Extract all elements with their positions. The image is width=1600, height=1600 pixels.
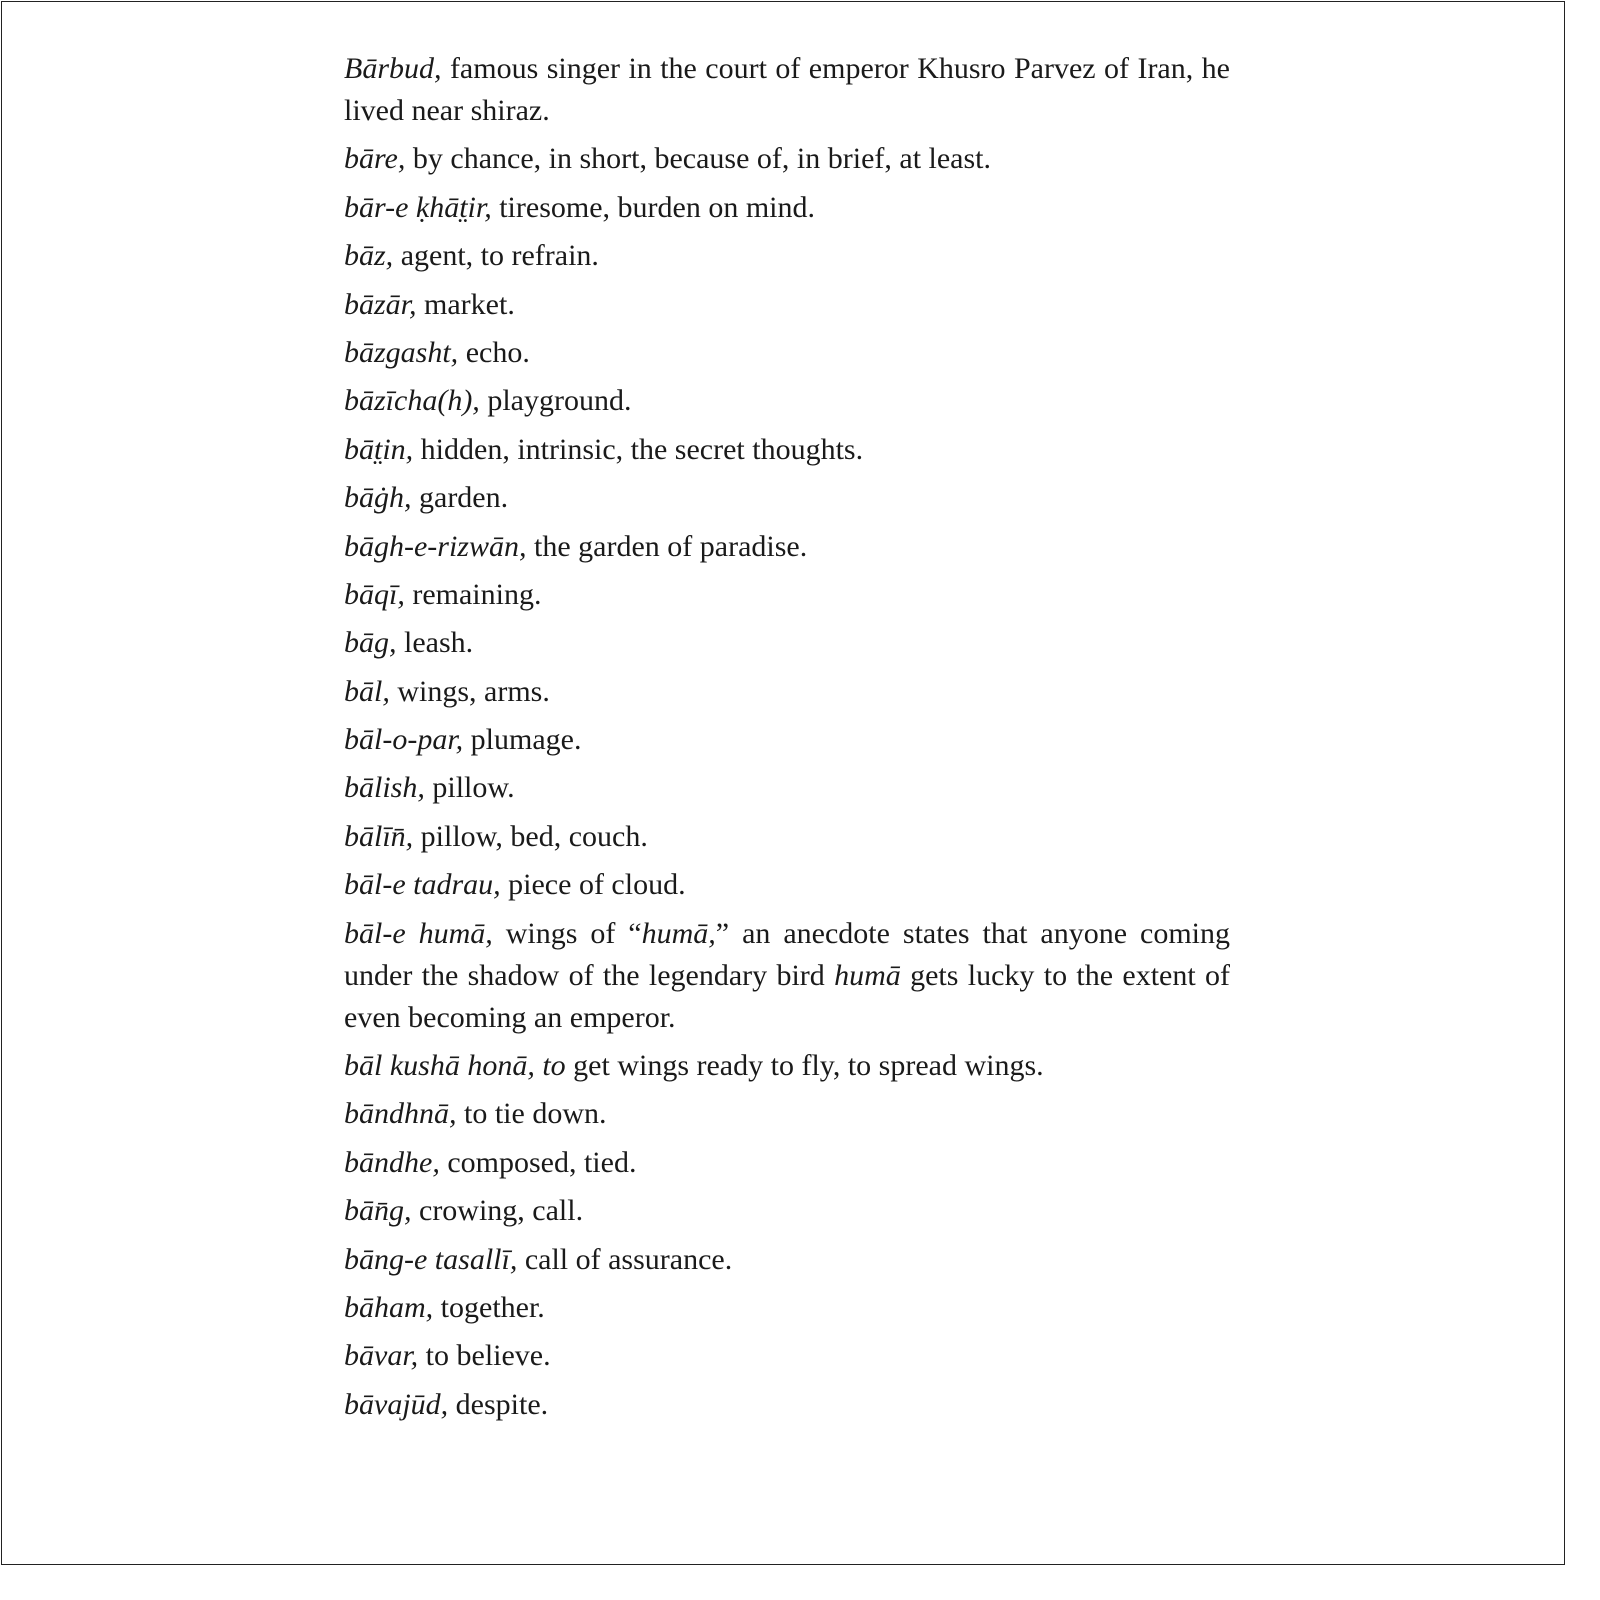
entry-definition: playground. [479,384,632,418]
entry-term: bān̄g, [344,1194,412,1228]
entry-definition: tiresome, burden on mind. [491,190,815,224]
entry-term: bāzgasht, [344,335,459,369]
glossary-entry [344,1239,1230,1281]
entry-term: bāham, [344,1290,434,1324]
glossary-entry [344,138,1230,180]
entry-inline-term: humā, [641,916,716,950]
entry-definition: crowing, call. [411,1194,584,1228]
entry-definition: the garden of paradise. [526,529,808,563]
glossary-entry [344,187,1230,229]
entry-term: bāl-e humā, [344,916,493,950]
entry-term: bāzīcha(h), [344,384,480,418]
glossary-entry [344,1335,1230,1377]
entry-term: bāzār, [344,287,417,321]
entry-term: bāg, [344,626,397,660]
entry-term: bāl-o-par, [344,723,464,757]
glossary-entry [344,719,1230,761]
entry-term: bāng-e tasallī, [344,1242,518,1276]
entry-term: bāz, [344,239,394,273]
entry-definition: to believe. [418,1339,551,1373]
entry-term: bār-e ḳhāt̤ir, [344,190,492,224]
entry-definition: call of assurance. [517,1242,733,1276]
glossary-entry [344,332,1230,374]
entry-definition: pillow. [424,771,515,805]
entry-definition: pillow, bed, couch. [413,819,648,853]
glossary-entry [344,622,1230,664]
entry-definition-part: wings of “ [492,916,642,950]
entry-inline-term: humā [834,958,901,992]
entry-definition: together. [433,1290,545,1324]
entry-definition: remaining. [404,577,542,611]
entry-definition: by chance, in short, because of, in brief, at least. [405,142,992,176]
entry-term: bāvar, [344,1339,419,1373]
entry-definition: despite. [448,1387,549,1421]
entry-definition: plumage. [463,723,582,757]
entry-term: bāt̤in, [344,432,414,466]
entry-definition: piece of cloud. [500,868,686,902]
entry-term: bāqī, [344,577,405,611]
entry-term: bāre, [344,142,406,176]
glossary-entry [344,1142,1230,1184]
glossary-entry [344,380,1230,422]
entry-term: bāġh, [344,481,412,515]
glossary-entry [344,767,1230,809]
entry-definition: agent, to refrain. [393,239,599,273]
glossary-entry [344,1190,1230,1232]
entry-definition: composed, tied. [439,1145,637,1179]
entry-definition-part: gets lucky to the extent of even becoming an emperor. [344,958,1230,1034]
glossary-entry [344,1384,1230,1426]
glossary-list [344,48,1230,1432]
glossary-entry [344,235,1230,277]
entry-definition: to tie down. [456,1097,607,1131]
entry-term: Bārbud, [344,52,442,85]
entry-definition: leash. [396,626,474,660]
entry-definition: wings, arms. [389,674,550,708]
glossary-entry [344,429,1230,471]
entry-definition-part: ” an anecdote states that anyone coming under the shadow of the legendary bird [344,916,1231,992]
entry-definition: famous singer in the court of emperor Khusro Parvez of Iran, he lived near shiraz. [344,52,1230,127]
entry-definition: garden. [411,481,509,515]
entry-term: bālish, [344,771,425,805]
glossary-entry [344,574,1230,616]
glossary-entry [344,284,1230,326]
glossary-entry [344,477,1230,519]
entry-term: bāgh-e-rizwān, [344,529,527,563]
glossary-entry [344,671,1230,713]
entry-term: bālīn̄, [344,819,414,853]
glossary-entry [344,1093,1230,1135]
page [1,1,1565,1565]
entry-term: bāl, [344,674,390,708]
glossary-entry [344,48,1230,132]
entry-term: bāndhnā, [344,1097,457,1131]
glossary-entry [344,1287,1230,1329]
entry-term: bāl-e tadrau, [344,868,501,902]
glossary-entry-huma [344,913,1230,1039]
glossary-entry [344,816,1230,858]
entry-definition: echo. [458,335,530,369]
entry-term: bāvajūd, [344,1387,449,1421]
glossary-entry [344,526,1230,568]
entry-definition: get wings ready to fly, to spread wings. [565,1049,1044,1083]
glossary-entry [344,1045,1230,1087]
entry-term: bāl kushā honā, to [344,1049,566,1083]
entry-definition: market. [416,287,515,321]
glossary-entry [344,864,1230,906]
entry-term: bāndhe, [344,1145,440,1179]
entry-definition: hidden, intrinsic, the secret thoughts. [413,432,864,466]
